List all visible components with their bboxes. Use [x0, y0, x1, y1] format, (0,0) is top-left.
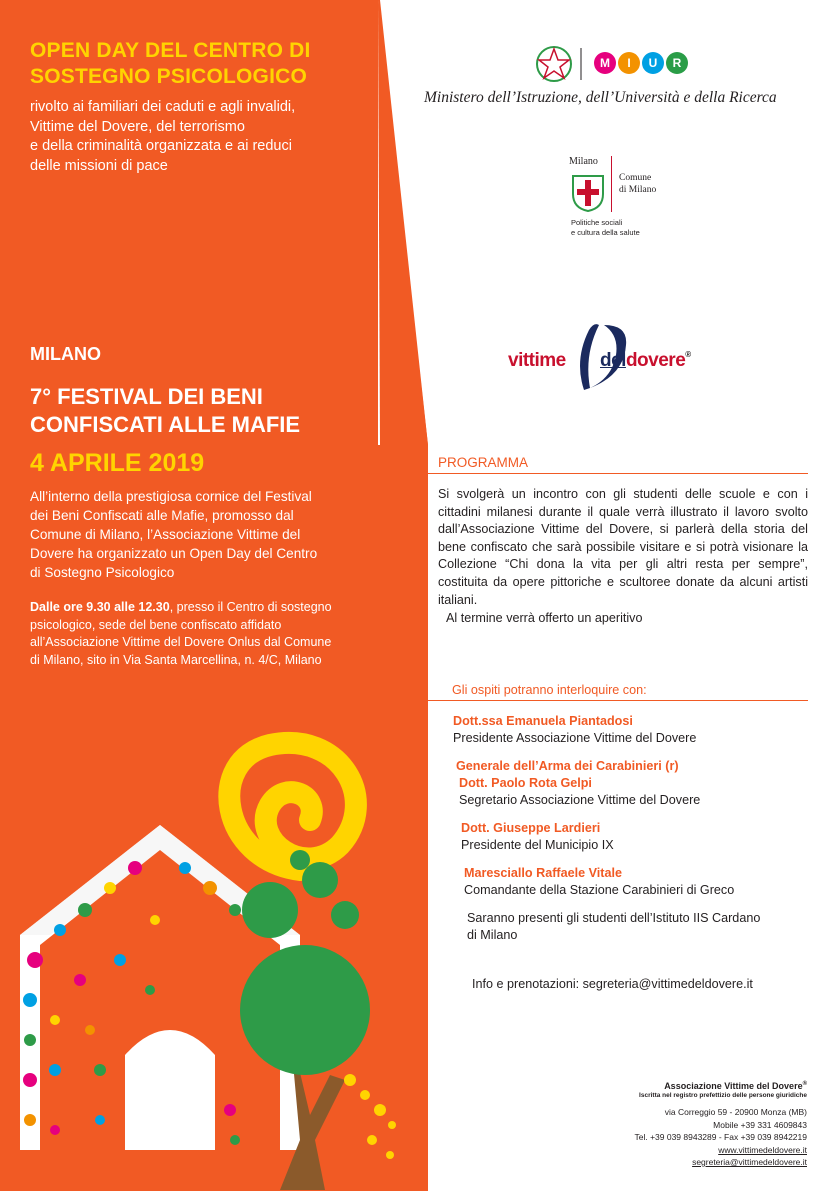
miur-caption: Ministero dell’Istruzione, dell’Università e della Ricerca: [424, 89, 777, 106]
yellow-dots: [344, 1074, 396, 1159]
vdd-word-vittime: vittime: [508, 350, 566, 371]
miur-letter-r: R: [666, 52, 688, 74]
guests-heading: Gli ospiti potranno interloquire con:: [452, 683, 647, 697]
miur-logo: [536, 42, 806, 91]
guest-3: [461, 820, 614, 854]
guest-3-name: Dott. Giuseppe Lardieri: [461, 821, 601, 835]
miur-letter-i: I: [618, 52, 640, 74]
vdd-word-deldovere: [600, 350, 691, 372]
guest-2: [456, 758, 700, 809]
house-tree-illustration: [0, 720, 430, 1191]
intro-line-2: dei Beni Confiscati alle Mafie, promosso dal: [30, 508, 294, 523]
details-line-1: , presso il Centro di sostegno: [169, 600, 332, 614]
milano-dept-line-1: Politiche sociali: [571, 218, 623, 227]
guest-4-role: Comandante della Stazione Carabinieri di Greco: [464, 883, 735, 897]
footer-org-reg: ®: [802, 1081, 807, 1087]
footer-address: via Correggio 59 - 20900 Monza (MB): [664, 1107, 807, 1118]
footer-web[interactable]: www.vittimedeldovere.it: [718, 1144, 807, 1155]
details-line-3: all’Associazione Vittime del Dovere Onlus dal Comune: [30, 635, 332, 649]
title-line-1: OPEN DAY DEL CENTRO DI: [30, 39, 311, 62]
milano-comune-text: [619, 172, 656, 196]
event-intro: [30, 487, 390, 582]
guests-divider: [428, 700, 808, 701]
city-label: MILANO: [30, 344, 101, 364]
guest-2-name-line-1: Generale dell’Arma dei Carabinieri (r): [456, 759, 679, 773]
event-subtitle: [30, 98, 295, 176]
footer-email[interactable]: segreteria@vittimedeldovere.it: [692, 1157, 807, 1168]
vdd-word-del: del: [600, 350, 626, 371]
footer-contact: [634, 1078, 807, 1168]
guest-4: [464, 865, 734, 899]
festival-line-2: CONFISCATI ALLE MAFIE: [30, 412, 301, 437]
subtitle-line-2: Vittime del Dovere, del terrorismo: [30, 118, 245, 135]
guest-2-name-line-2: Dott. Paolo Rota Gelpi: [459, 776, 592, 790]
vittime-del-dovere-logo: [508, 320, 723, 392]
milano-divider: [611, 156, 612, 212]
intro-line-5: di Sostegno Psicologico: [30, 565, 175, 580]
intro-line-3: Comune di Milano, l’Associazione Vittime del: [30, 527, 301, 542]
milano-department: [571, 218, 640, 238]
students-line-1: Saranno presenti gli studenti dell’Istituto IIS Cardano: [467, 911, 761, 925]
title-line-2: SOSTEGNO PSICOLOGICO: [30, 65, 308, 88]
footer-mobile: Mobile +39 331 4609843: [713, 1119, 807, 1130]
milano-dept-line-2: e cultura della salute: [571, 228, 640, 237]
comune-milano-logo: [561, 156, 671, 246]
event-details: [30, 599, 390, 669]
guest-1-name: Dott.ssa Emanuela Piantadosi: [453, 714, 633, 728]
info-contact: Info e prenotazioni: segreteria@vittimedeldovere.it: [472, 977, 753, 991]
vdd-word-dovere: dovere: [625, 350, 686, 371]
subtitle-line-1: rivolto ai familiari dei caduti e agli invalidi,: [30, 99, 296, 115]
details-line-4: di Milano, sito in Via Santa Marcellina, n. 4/C, Milano: [30, 652, 322, 667]
vdd-reg-mark: ®: [685, 350, 691, 359]
details-line-2: psicologico, sede del bene confiscato affidato: [30, 617, 282, 632]
footer-org: Associazione Vittime del Dovere: [664, 1081, 803, 1091]
event-time: Dalle ore 9.30 alle 12.30: [30, 600, 170, 614]
guest-3-role: Presidente del Municipio IX: [461, 838, 614, 852]
programma-aperitivo: Al termine verrà offerto un aperitivo: [446, 611, 643, 625]
guest-1-role: Presidente Associazione Vittime del Dovere: [453, 731, 697, 745]
event-date: 4 APRILE 2019: [30, 449, 205, 477]
subtitle-line-3: e della criminalità organizzata e ai reduci: [30, 138, 292, 154]
miur-letters: [594, 52, 688, 74]
guest-2-role: Segretario Associazione Vittime del Dovere: [459, 793, 701, 807]
event-title: [30, 38, 311, 90]
milano-di: di Milano: [619, 185, 657, 195]
milano-comune: Comune: [619, 173, 652, 183]
intro-line-4: Dovere ha organizzato un Open Day del Centro: [30, 546, 318, 561]
footer-tel: Tel. +39 039 8943289 - Fax +39 039 8942219: [634, 1132, 807, 1143]
programma-divider: [428, 473, 808, 474]
intro-line-1: All’interno della prestigiosa cornice del Festival: [30, 489, 312, 504]
miur-letter-u: U: [642, 52, 664, 74]
miur-letter-m: M: [594, 52, 616, 74]
students-note: [467, 910, 760, 944]
guest-4-name: Maresciallo Raffaele Vitale: [464, 866, 622, 880]
milano-wordmark: Milano: [569, 156, 598, 167]
festival-line-1: 7° FESTIVAL DEI BENI: [30, 384, 263, 409]
spiral-sun-icon: [229, 743, 356, 870]
programma-body: Si svolgerà un incontro con gli studenti delle scuole e con i cittadini milanesi durante il quale verrà illustrato il lavoro svolto dall’Associazione Vittime del Dovere, si parlerà della storia del bene confiscato che sarà possibile visitare e si potrà visionare la Collezione “Chi dona la vita per gli altri resta per sempre”, costituita da opere pittoriche e scultoree donate da alcuni artisti italiani.: [438, 487, 808, 607]
milano-coat-of-arms-icon: [569, 172, 607, 212]
programma-heading: PROGRAMMA: [438, 455, 529, 470]
subtitle-line-4: delle missioni di pace: [30, 157, 168, 174]
guest-1: [453, 713, 696, 747]
festival-title: [30, 383, 300, 439]
students-line-2: di Milano: [467, 928, 518, 942]
footer-registry: Iscritta nel registro prefettizio delle persone giuridiche: [639, 1092, 807, 1100]
